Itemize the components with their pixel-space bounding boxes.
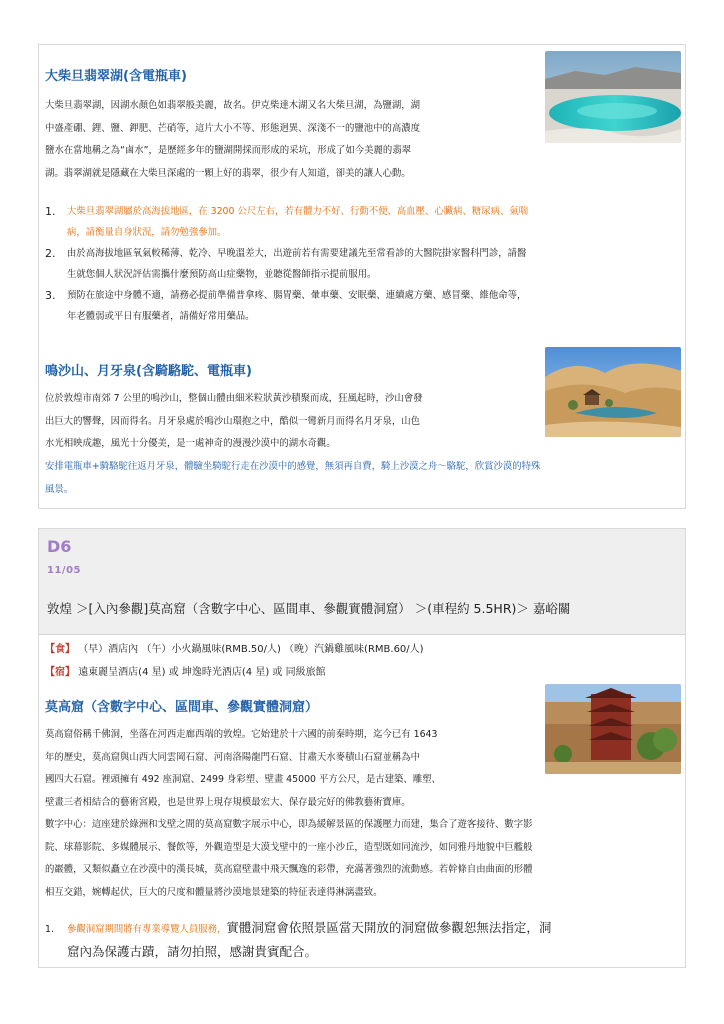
section-title-mogao: 莫高窟（含數字中心、區間車、參觀實體洞窟）	[45, 700, 319, 715]
text-line: 相互交錯，婉轉起伏，巨大的尺度和體量將沙漠地景建築的特征表達得淋漓盡致。	[45, 886, 383, 898]
text-line: 國四大石窟。裡頭擁有 492 座洞窟、2499 身彩塑、壁畫 45000 平方公尺，是古建築、雕塑、	[45, 774, 441, 785]
mogao-note	[45, 917, 551, 965]
day-header	[39, 529, 685, 635]
day-label: D6	[47, 537, 72, 556]
day-route: 敦煌 ＞[入內參觀]莫高窟（含數字中心、區間車、參觀實體洞窟） ＞(車程約 5.5HR)＞ 嘉峪關	[47, 601, 571, 616]
crescent-lake-photo	[545, 347, 681, 437]
text-line: 年的歷史，莫高窟與山西大同雲岡石窟、河南洛陽龍門石窟、甘肅天水麥積山石窟並稱為中	[45, 751, 421, 763]
camel-ride-note	[45, 456, 540, 501]
section-title-jade-lake: 大柴旦翡翠湖(含電瓶車)	[45, 69, 187, 84]
text-line: 出巨大的響聲，因而得名。月牙泉處於鳴沙山環抱之中，酷似一彎新月而得名月牙泉，山色	[45, 415, 421, 427]
jade-lake-description	[45, 95, 420, 185]
text-line: 莫高窟俗稱千佛洞，坐落在河西走廊西端的敦煌。它始建於十六國的前秦時期，迄今已有 1643	[45, 729, 438, 740]
note-item	[45, 201, 528, 243]
note-text: 窟內為保護古蹟，請勿拍照，感謝貴賓配合。	[67, 944, 318, 959]
jade-lake-notes-list	[45, 201, 528, 327]
meals-row	[45, 640, 424, 655]
section-title-singing-sand: 鳴沙山、月牙泉(含騎駱駝、電瓶車)	[45, 364, 252, 379]
hotel-tag: 【宿】	[45, 667, 75, 678]
note-text: 生就您個人狀況評估需攜什麼預防高山症藥物，並聽從醫師指示提前服用。	[67, 269, 377, 280]
note-number: 3.	[45, 289, 56, 302]
note-item	[45, 285, 528, 327]
text-line: 院、球幕影院、多媒體展示、餐飲等，外觀造型是大漠戈壁中的一座小沙丘，造型既如同流沙，如同雅丹地貌中巨艦般	[45, 841, 533, 853]
text-line: 的巖體，又類似矗立在沙漠中的漢長城，莫高窟壁畫中飛天飄逸的彩帶，充滿著強烈的流動感。若幹條自由曲面的形體	[45, 864, 533, 875]
mogao-caves-photo	[545, 684, 681, 774]
hotel-text: 遠東麗呈酒店(4 星) 或 坤逸時光酒店(4 星) 或 同級旅館	[78, 667, 326, 678]
day-itinerary-card	[38, 528, 686, 968]
text-line: 安排電瓶車+騎駱駝往返月牙泉，體驗坐騎駝行走在沙漠中的感覺，無須再自費，騎上沙漠之舟～駱駝，欣賞沙漠的特殊	[45, 461, 541, 472]
text-line: 大柴旦翡翠湖，因湖水顏色如翡翠般美麗，故名。伊克柴達木湖又名大柴旦湖，為鹽湖，湖	[45, 100, 421, 111]
text-line: 風景。	[45, 483, 74, 495]
meals-tag: 【食】	[45, 644, 75, 655]
text-line: 水光相映成趣，風光十分優美，是一處神奇的漫漫沙漠中的湖水奇觀。	[45, 438, 336, 449]
note-orange-text: 參觀洞窟期間將有專業導覽人員服務，	[67, 924, 227, 935]
note-text: 病，請衡量自身狀況，請勿勉強參加。	[67, 227, 227, 238]
meals-text: （早）酒店內 （午）小火鍋風味(RMB.50/人) （晚）汽鍋雞風味(RMB.60/人)	[78, 644, 424, 655]
note-text: 實體洞窟會依照景區當天開放的洞窟做參觀恕無法指定，洞	[226, 920, 552, 935]
hotel-row	[45, 663, 326, 678]
text-line: 中盛產硼、鋰、鹽、鉀肥、芒硝等，這片大小不等、形態迥異、深淺不一的鹽池中的高濃度	[45, 122, 421, 134]
note-text: 由於高海拔地區氧氣較稀薄、乾冷、早晚溫差大，出遊前若有需要建議先至常看診的大醫院掛家醫科門診，請醫	[67, 248, 527, 259]
attraction-card-lakes	[38, 44, 686, 509]
note-text: 年老體弱或平日有服藥者，請備好常用藥品。	[67, 311, 255, 322]
note-number: 1.	[45, 205, 56, 218]
text-line: 數字中心：這座建於綠洲和戈壁之間的莫高窟數字展示中心，即為緩解景區的保護壓力而建，集合了遊客接待、數字影	[45, 819, 533, 830]
text-line: 位於敦煌市南郊 7 公里的鳴沙山，整個山體由細米粒狀黃沙積聚而成，狂風起時，沙山會發	[45, 393, 423, 404]
note-text: 預防在旅途中身體不適，請務必提前準備普拿疼、腸胃藥、暈車藥、安眠藥、連續處方藥、感冒藥、維他命等，	[67, 290, 527, 301]
jade-lake-photo	[545, 51, 681, 143]
text-line: 鹽水在當地稱之為“鹵水”，是歷經多年的鹽湖開採而形成的采坑，形成了如今美麗的翡翠	[45, 145, 411, 156]
note-number: 2.	[45, 247, 56, 260]
singing-sand-description	[45, 388, 423, 456]
mogao-description	[45, 724, 533, 904]
note-number: 1.	[45, 924, 54, 935]
note-item	[45, 243, 528, 285]
text-line: 湖。翡翠湖就是隱藏在大柴旦深處的一顆上好的翡翠，很少有人知道，卻美的讓人心動。	[45, 167, 411, 179]
day-date: 11/05	[47, 565, 81, 576]
text-line: 壁畫三者相結合的藝術宮殿，也是世界上現存規模最宏大、保存最完好的佛教藝術寶庫。	[45, 796, 411, 808]
note-text: 大柴旦翡翠湖屬於高海拔地區，在 3200 公尺左右，若有體力不好、行動不便、高血壓、心臟病、糖尿病、氣喘	[67, 206, 529, 217]
